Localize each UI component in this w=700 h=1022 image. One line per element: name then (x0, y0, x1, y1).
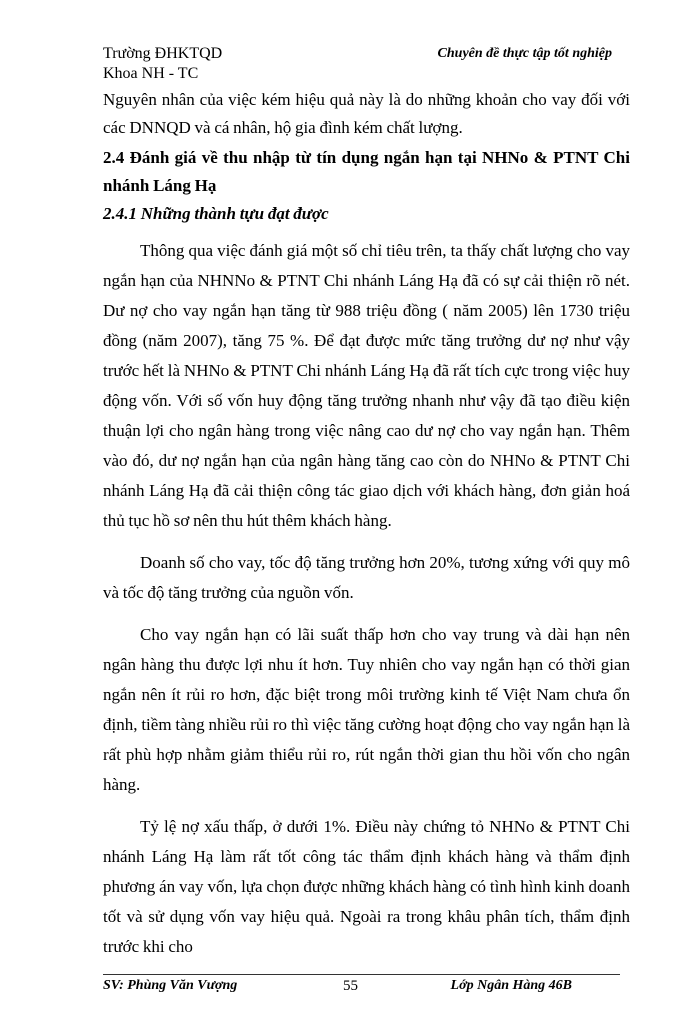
page-number: 55 (343, 978, 358, 994)
section-heading: 2.4 Đánh giá về thu nhập từ tín dụng ngắn hạn tại NHNo & PTNT Chi nhánh Láng Hạ (103, 148, 630, 195)
subsection-heading: 2.4.1 Những thành tựu đạt được (103, 204, 329, 223)
faculty-name: Khoa NH - TC (103, 65, 199, 82)
intro-paragraph: Nguyên nhân của việc kém hiệu quả này là do những khoản cho vay đối với các DNNQD và cá nhân, hộ gia đình kém chất lượng. (103, 90, 630, 137)
paragraph: Doanh số cho vay, tốc độ tăng trưởng hơn 20%, tương xứng với quy mô và tốc độ tăng trưởng của nguồn vốn. (103, 553, 630, 602)
document-type: Chuyên đề thực tập tốt nghiệp (437, 46, 612, 61)
page-header-left (103, 44, 222, 84)
school-name: Trường ĐHKTQD (103, 45, 223, 62)
class-name: Lớp Ngân Hàng 46B (450, 978, 572, 993)
page-footer (103, 974, 620, 1000)
paragraph: Cho vay ngắn hạn có lãi suất thấp hơn cho vay trung và dài hạn nên ngân hàng thu được lợi nhu ít hơn. Tuy nhiên cho vay ngắn hạn có thời gian ngắn nên ít rủi ro hơn, đặc biệt trong môi trường kinh tế Việt Nam chưa ổn định, tiềm tàng nhiều rủi ro thì việc tăng cường hoạt động cho vay ngắn hạn là rất phù hợp nhằm giảm thiểu rủi ro, rút ngắn thời gian thu hồi vốn cho ngân hàng. (103, 625, 630, 794)
paragraph: Thông qua việc đánh giá một số chỉ tiêu trên, ta thấy chất lượng cho vay ngắn hạn của NHNNo & PTNT Chi nhánh Láng Hạ đã có sự cải thiện rõ nét. Dư nợ cho vay ngắn hạn tăng từ 988 triệu đồng ( năm 2005) lên 1730 triệu đồng (năm 2007), tăng 75 %. Để đạt được mức tăng trưởng dư nợ như vậy trước hết là NHNo & PTNT Chi nhánh Láng Hạ đã rất tích cực trong việc huy động vốn. Với số vốn huy động tăng trưởng nhanh như vậy đã tạo điều kiện thuận lợi cho ngân hàng trong việc nâng cao dư nợ cho vay ngắn hạn. Thêm vào đó, dư nợ ngắn hạn của ngân hàng tăng cao còn do NHNo & PTNT Chi nhánh Láng Hạ đã cải thiện công tác giao dịch với khách hàng, đơn giản hoá thủ tục hồ sơ nên thu hút thêm khách hàng. (103, 241, 630, 530)
page-body (103, 86, 630, 974)
paragraph: Tỷ lệ nợ xấu thấp, ở dưới 1%. Điều này chứng tỏ NHNo & PTNT Chi nhánh Láng Hạ làm rất tốt công tác thẩm định khách hàng và thẩm định phương án vay vốn, lựa chọn được những khách hàng có tình hình kinh doanh tốt và sử dụng vốn vay hiệu quả. Ngoài ra trong khâu phân tích, thẩm định trước khi cho (103, 817, 630, 956)
student-name: SV: Phùng Văn Vượng (103, 978, 238, 993)
page-header (103, 44, 630, 84)
